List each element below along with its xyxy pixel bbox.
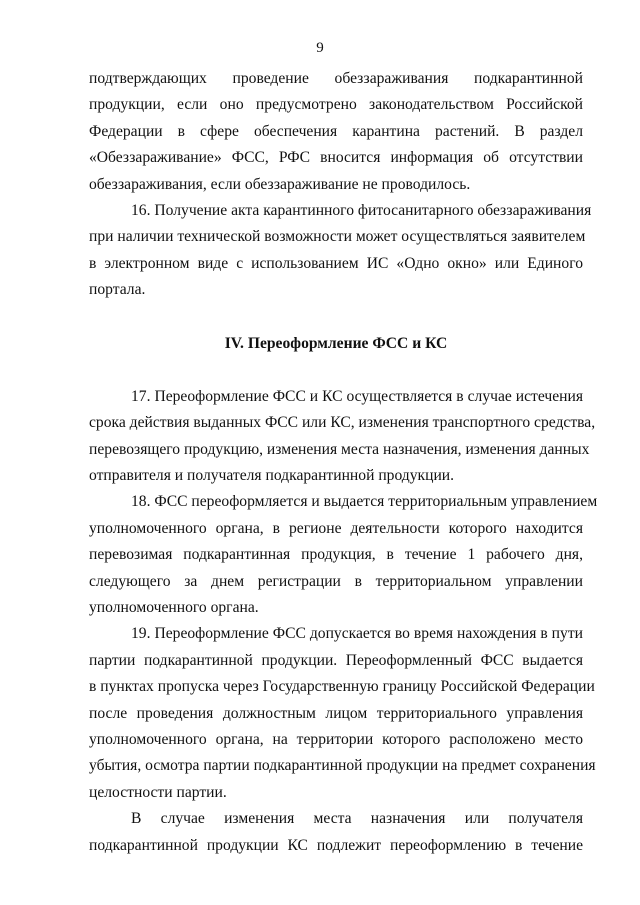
- paragraph-continuation: [89, 66, 583, 198]
- paragraph-17: [89, 384, 596, 490]
- section-heading: IV. Переоформление ФСС и КС: [224, 334, 448, 352]
- text-line: В случае изменения места назначения или получателя: [131, 810, 583, 828]
- paragraph-change-case: [89, 806, 583, 859]
- paragraph-18: [89, 489, 598, 621]
- text-line: убытия, осмотра партии подкарантинной продукции на предмет сохранения: [89, 757, 596, 775]
- text-line: портала.: [89, 281, 146, 299]
- text-line: уполномоченного органа, на территории которого расположено место: [89, 731, 583, 748]
- text-line: продукции, если оно предусмотрено законодательством Российской: [89, 96, 583, 114]
- text-line: после проведения должностным лицом территориального управления: [89, 704, 583, 722]
- page-number: 9: [316, 40, 324, 56]
- paragraph-19: [89, 621, 596, 806]
- text-line: уполномоченного органа, в регионе деятельности которого находится: [89, 519, 583, 537]
- text-line: уполномоченного органа.: [89, 599, 259, 617]
- text-line: подтверждающих проведение обеззараживания подкарантинной: [89, 70, 583, 87]
- text-line: «Обеззараживание» ФСС, РФС вносится информация об отсутствии: [89, 149, 583, 167]
- text-line: в электронном виде с использованием ИС «Одно окно» или Единого: [89, 254, 583, 272]
- text-line: 17. Переоформление ФСС и КС осуществляется в случае истечения: [131, 387, 583, 405]
- document-body: [89, 66, 598, 859]
- text-line: подкарантинной продукции КС подлежит переоформлению в течение: [89, 836, 583, 854]
- text-line: при наличии технической возможности может осуществляться заявителем: [89, 228, 586, 246]
- text-line: обеззараживания, если обеззараживание не проводилось.: [89, 175, 471, 193]
- paragraph-16: [89, 198, 592, 304]
- text-line: следующего за днем регистрации в территориальном управлении: [89, 572, 583, 590]
- text-line: партии подкарантинной продукции. Переоформленный ФСС выдается: [89, 651, 583, 669]
- text-line: отправителя и получателя подкарантинной продукции.: [89, 467, 455, 485]
- text-line: перевозимая подкарантинная продукция, в течение 1 рабочего дня,: [89, 546, 583, 564]
- text-line: 16. Получение акта карантинного фитосанитарного обеззараживания: [131, 201, 592, 219]
- text-line: в пунктах пропуска через Государственную границу Российской Федерации: [89, 678, 595, 696]
- text-line: 18. ФСС переоформляется и выдается территориальным управлением: [131, 493, 598, 511]
- text-line: Федерации в сфере обеспечения карантина растений. В раздел: [89, 122, 583, 140]
- text-line: перевозящего продукцию, изменения места назначения, изменения данных: [89, 440, 590, 458]
- text-line: целостности партии.: [89, 783, 227, 801]
- text-line: 19. Переоформление ФСС допускается во время нахождения в пути: [131, 625, 583, 643]
- text-line: срока действия выданных ФСС или КС, изменения транспортного средства,: [89, 414, 596, 432]
